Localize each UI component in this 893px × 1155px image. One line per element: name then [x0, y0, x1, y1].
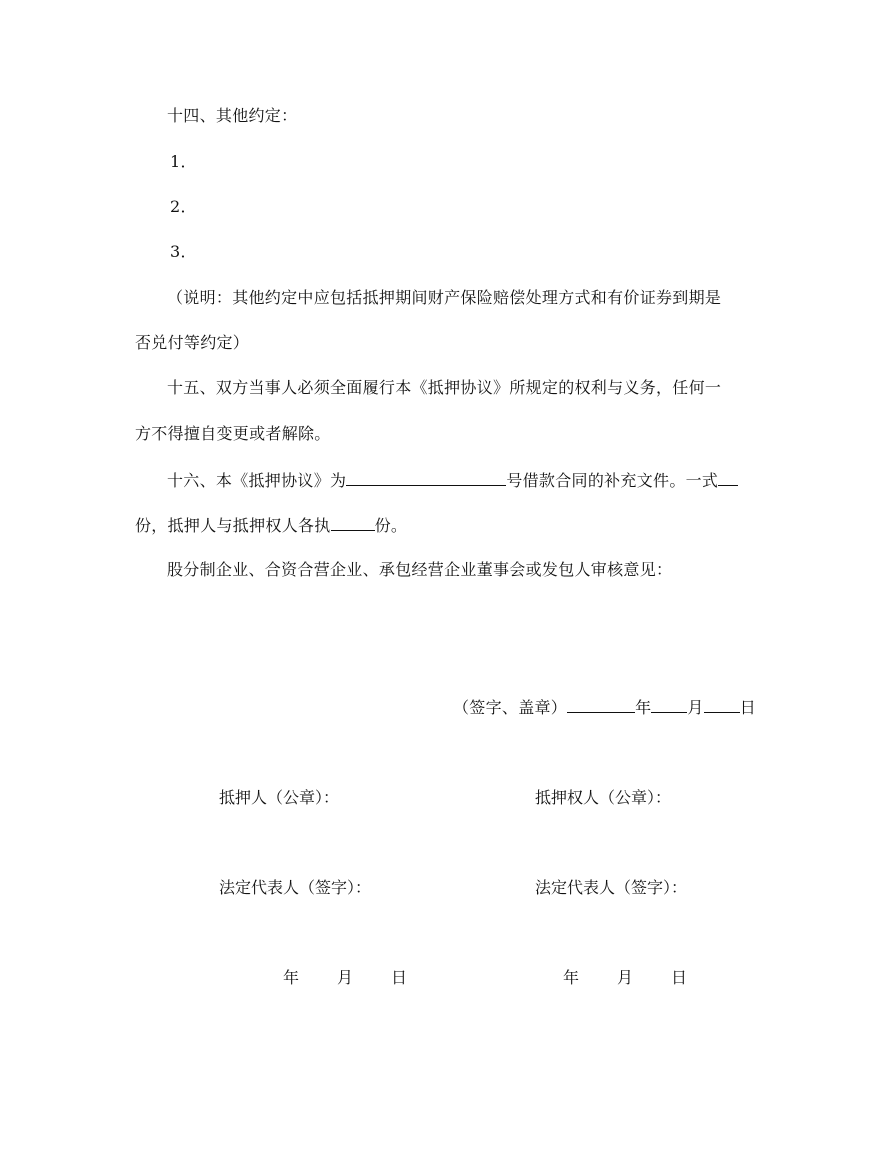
contract-number-blank[interactable]: [346, 469, 506, 486]
review-year-label: 年: [635, 698, 652, 717]
clause-14-item-1: 1．: [170, 152, 197, 171]
clause-14-item-3: 3．: [170, 242, 197, 261]
mortgagee-date-day: 日: [671, 968, 688, 987]
mortgagee-date-year: 年: [563, 968, 580, 987]
review-day-label: 日: [739, 698, 757, 717]
clause-14-note-line-1: （说明：其他约定中应包括抵押期间财产保险赔偿处理方式和有价证券到期是: [167, 288, 722, 307]
review-year-blank[interactable]: [567, 696, 635, 713]
review-month-label: 月: [687, 698, 704, 717]
clause-15-line-2: 方不得擅自变更或者解除。: [135, 424, 331, 443]
mortgagee-seal-label: 抵押权人（公章）：: [535, 788, 672, 807]
clause-14-title: 十四、其他约定：: [167, 106, 298, 125]
review-sign-date-row: [453, 696, 756, 718]
mortgagee-date: [563, 968, 687, 988]
mortgagor-date-day: 日: [391, 968, 408, 987]
mortgagor-rep-label: 法定代表人（签字）：: [219, 878, 372, 897]
clause-16-text-a: 十六、本《抵押协议》为: [167, 471, 347, 490]
review-day-blank[interactable]: [704, 696, 740, 713]
clause-16-text-d: 份。: [374, 516, 408, 535]
review-sign-label: （签字、盖章）: [453, 698, 568, 717]
mortgagor-date-month: 月: [337, 968, 354, 987]
copies-count-blank[interactable]: [718, 469, 738, 486]
mortgagee-rep-label: 法定代表人（签字）：: [535, 878, 688, 897]
each-holds-blank[interactable]: [331, 514, 375, 531]
mortgagor-date: [283, 968, 407, 988]
clause-15-line-1: 十五、双方当事人必须全面履行本《抵押协议》所规定的权利与义务，任何一: [167, 378, 722, 397]
clause-16-text-b: 号借款合同的补充文件。一式: [506, 471, 719, 490]
clause-14-item-2: 2．: [170, 197, 197, 216]
clause-16-line-1: [167, 469, 738, 491]
clause-16-line-2: [135, 514, 407, 536]
review-month-blank[interactable]: [651, 696, 687, 713]
mortgagee-date-month: 月: [617, 968, 634, 987]
clause-16-text-c: 份，抵押人与抵押权人各执: [135, 516, 331, 535]
review-opinion-label: 股分制企业、合资合营企业、承包经营企业董事会或发包人审核意见：: [167, 560, 673, 579]
clause-14-note-line-2: 否兑付等约定）: [135, 333, 250, 352]
mortgagor-seal-label: 抵押人（公章）：: [219, 788, 340, 807]
mortgagor-date-year: 年: [283, 968, 300, 987]
